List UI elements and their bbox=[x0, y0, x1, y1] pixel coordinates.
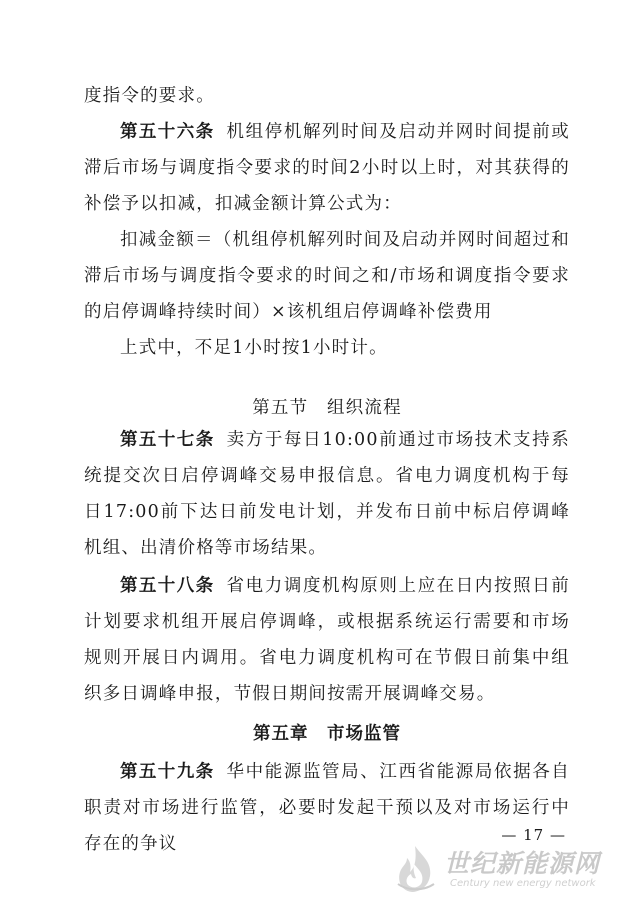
article-56-text: 机组停机解列时间及启动并网时间提前或滞后市场与调度指令要求的时间2小时以上时，对其获得的补偿予以扣减，扣减金额计算公式为： bbox=[84, 122, 570, 214]
chapter-title: 第五章 市场监管 bbox=[253, 724, 401, 744]
note-paragraph: 上式中，不足1小时按1小时计。 bbox=[120, 338, 388, 358]
article-58-label: 第五十八条 bbox=[120, 576, 215, 596]
paragraph-continuation: 度指令的要求。 bbox=[84, 86, 215, 106]
article-58 bbox=[84, 568, 570, 712]
article-56-label: 第五十六条 bbox=[120, 122, 215, 142]
watermark bbox=[392, 840, 622, 898]
article-59-text: 华中能源监管局、江西省能源局依据各自职责对市场进行监管，必要时发起干预以及对市场运行中存在的争议 bbox=[84, 762, 570, 854]
flame-logo-icon bbox=[392, 844, 438, 894]
article-58-text: 省电力调度机构原则上应在日内按照日前计划要求机组开展启停调峰，或根据系统运行需要和市场规则开展日内调用。省电力调度机构可在节假日前集中组织多日调峰申报，节假日期间按需开展调峰交易。 bbox=[84, 576, 570, 704]
article-56 bbox=[84, 114, 570, 222]
article-59-label: 第五十九条 bbox=[120, 762, 215, 782]
watermark-title: 世纪新能源网 bbox=[444, 849, 601, 878]
watermark-subtitle: Century new energy network bbox=[450, 878, 596, 889]
article-57-text: 卖方于每日10:00前通过市场技术支持系统提交次日启停调峰交易申报信息。省电力调度机构于每日17:00前下达日前发电计划，并发布日前中标启停调峰机组、出清价格等市场结果。 bbox=[84, 430, 570, 558]
page-number: — 17 — bbox=[501, 826, 566, 844]
formula-paragraph: 扣减金额＝（机组停机解列时间及启动并网时间超过和滞后市场与调度指令要求的时间之和/市场和调度指令要求的启停调峰持续时间）×该机组启停调峰补偿费用 bbox=[84, 230, 570, 322]
article-57-label: 第五十七条 bbox=[120, 430, 215, 450]
section-title: 第五节 组织流程 bbox=[252, 398, 402, 418]
article-57 bbox=[84, 422, 570, 566]
